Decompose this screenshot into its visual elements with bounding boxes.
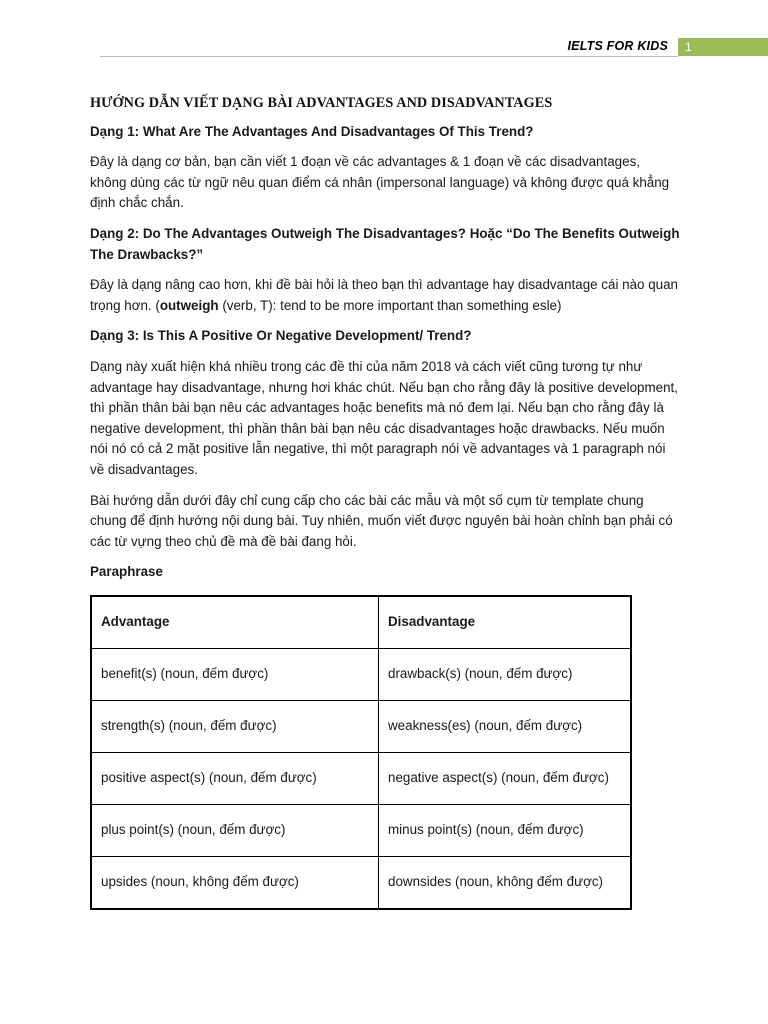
advantage-cell: plus point(s) (noun, đếm được) <box>91 804 379 856</box>
table-row <box>91 856 631 909</box>
paraphrase-label: Paraphrase <box>90 564 163 580</box>
table-header-row <box>91 596 631 649</box>
paraphrase-table <box>90 595 632 910</box>
document-title: HƯỚNG DẪN VIẾT DẠNG BÀI ADVANTAGES AND DISADVANTAGES <box>90 95 553 111</box>
table-row <box>91 804 631 856</box>
advantage-cell: benefit(s) (noun, đếm được) <box>91 648 379 700</box>
table-row <box>91 648 631 700</box>
table-row <box>91 752 631 804</box>
disadvantage-cell: drawback(s) (noun, đếm được) <box>379 648 632 700</box>
table-row <box>91 700 631 752</box>
page-number-badge: 1 <box>678 38 768 56</box>
page-header <box>0 38 768 57</box>
section-2-body-post: (verb, T): tend to be more important than something esle) <box>218 297 562 313</box>
guide-note: Bài hướng dẫn dưới đây chỉ cung cấp cho các bài các mẫu và một số cụm từ template chung chung để định hướng nội dung bài. Tuy nhiên, muốn viết được nguyên bài hoàn chỉnh bạn phải có các từ vựng theo chủ đề mà đề bài đang hỏi. <box>90 492 673 549</box>
document-body <box>90 93 680 910</box>
advantage-cell: upsides (noun, không đếm được) <box>91 856 379 909</box>
section-2-heading: Dạng 2: Do The Advantages Outweigh The Disadvantages? Hoặc “Do The Benefits Outweigh The Drawbacks?” <box>90 225 680 262</box>
disadvantage-cell: minus point(s) (noun, đếm được) <box>379 804 632 856</box>
section-2-body-term: outweigh <box>159 297 219 313</box>
section-3-body: Dạng này xuất hiện khá nhiều trong các đề thi của năm 2018 và cách viết cũng tương tự như advantage hay disadvantage, nhưng hơi khác chút. Nếu bạn cho rằng đây là positive development, thì phần thân bài bạn nêu các advantages hoặc benefits mà nó đem lại. Nếu bạn cho rằng đây là negative development, thì phần thân bài bạn nêu các disadvantages hoặc drawbacks. Nếu muốn nói nó có cả 2 mặt positive lẫn negative, thì một paragraph nói về advantages và 1 paragraph nói về disadvantages. <box>90 358 678 477</box>
section-1-heading: Dạng 1: What Are The Advantages And Disadvantages Of This Trend? <box>90 123 534 139</box>
header-disadvantage: Disadvantage <box>379 596 632 649</box>
section-2-body-pre: Đây là dạng nâng cao hơn, khi đề bài hỏi là theo bạn thì advantage hay disadvantage cái nào quan trọng hơn. ( <box>90 277 678 313</box>
disadvantage-cell: negative aspect(s) (noun, đếm được) <box>379 752 632 804</box>
section-2-body <box>90 275 680 316</box>
header-rule <box>100 56 678 57</box>
section-1-body: Đây là dạng cơ bản, bạn cần viết 1 đoạn về các advantages & 1 đoạn về các disadvantages, không dùng các từ ngữ nêu quan điểm cá nhân (impersonal language) và không được quá khẳng định chắc chắn. <box>90 154 670 211</box>
header-title: IELTS FOR KIDS <box>567 39 668 53</box>
header-advantage: Advantage <box>91 596 379 649</box>
section-3-heading: Dạng 3: Is This A Positive Or Negative Development/ Trend? <box>90 328 472 344</box>
advantage-cell: strength(s) (noun, đếm được) <box>91 700 379 752</box>
disadvantage-cell: weakness(es) (noun, đếm được) <box>379 700 632 752</box>
disadvantage-cell: downsides (noun, không đếm được) <box>379 856 632 909</box>
advantage-cell: positive aspect(s) (noun, đếm được) <box>91 752 379 804</box>
